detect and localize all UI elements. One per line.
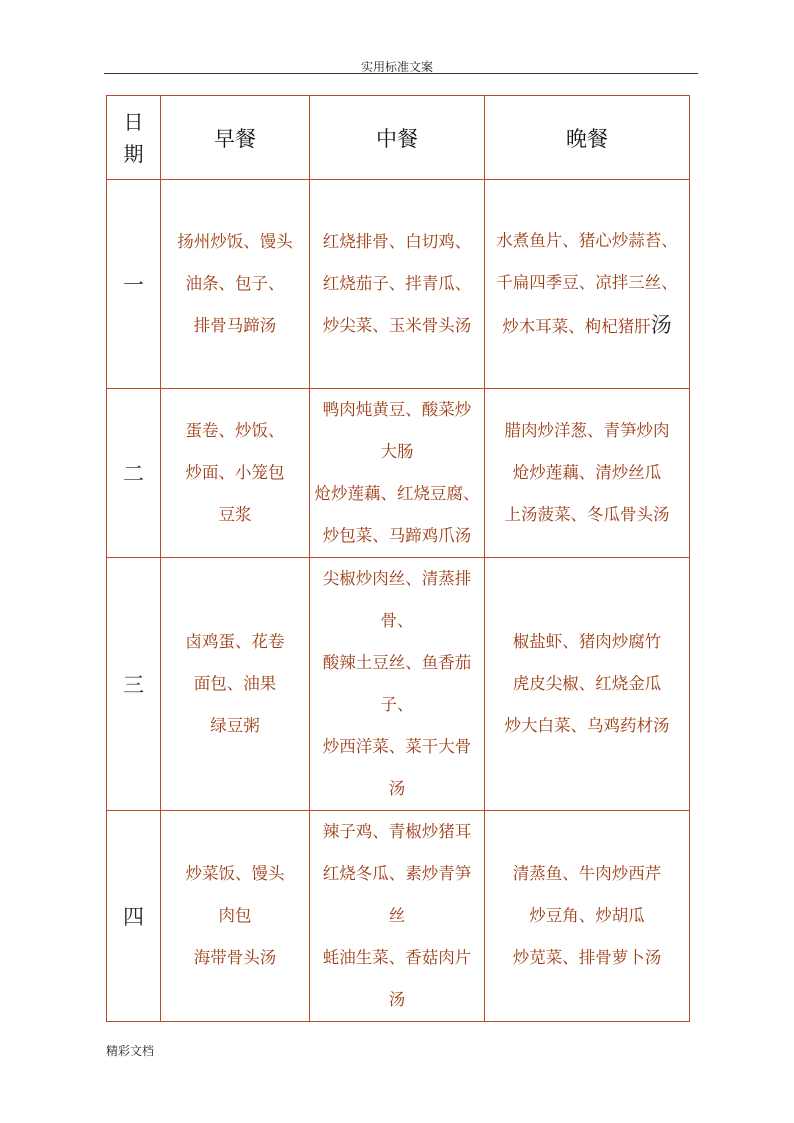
lunch-cell: 鸭肉炖黄豆、酸菜炒 大肠 炝炒莲藕、红烧豆腐、 炒包菜、马蹄鸡爪汤 xyxy=(310,389,485,558)
table-header-row xyxy=(107,96,690,180)
weekly-menu-table xyxy=(106,95,690,1022)
page-footer: 精彩文档 xyxy=(106,1044,155,1058)
table-row xyxy=(107,180,690,389)
day-column-header: 日 期 xyxy=(107,96,161,180)
day-cell: 四 xyxy=(107,811,161,1022)
lunch-cell: 尖椒炒肉丝、清蒸排 骨、 酸辣土豆丝、鱼香茄 子、 炒西洋菜、菜干大骨 汤 xyxy=(310,558,485,811)
lunch-cell: 红烧排骨、白切鸡、 红烧茄子、拌青瓜、 炒尖菜、玉米骨头汤 xyxy=(310,180,485,389)
day-cell: 三 xyxy=(107,558,161,811)
dinner-cell: 清蒸鱼、牛肉炒西芹 炒豆角、炒胡瓜 炒苋菜、排骨萝卜汤 xyxy=(485,811,690,1022)
lunch-cell: 辣子鸡、青椒炒猪耳 红烧冬瓜、素炒青笋 丝 蚝油生菜、香菇肉片 汤 xyxy=(310,811,485,1022)
page-header: 实用标准文案 xyxy=(360,60,433,74)
breakfast-cell: 扬州炒饭、馒头 油条、包子、 排骨马蹄汤 xyxy=(161,180,310,389)
day-cell: 二 xyxy=(107,389,161,558)
dinner-cell: 水煮鱼片、猪心炒蒜苔、 千扁四季豆、凉拌三丝、 炒木耳菜、枸杞猪肝汤 xyxy=(485,180,690,389)
day-cell: 一 xyxy=(107,180,161,389)
table-row xyxy=(107,811,690,1022)
dinner-column-header: 晚餐 xyxy=(485,96,690,180)
table-row xyxy=(107,389,690,558)
dinner-cell: 椒盐虾、猪肉炒腐竹 虎皮尖椒、红烧金瓜 炒大白菜、乌鸡药材汤 xyxy=(485,558,690,811)
lunch-column-header: 中餐 xyxy=(310,96,485,180)
breakfast-cell: 蛋卷、炒饭、 炒面、小笼包 豆浆 xyxy=(161,389,310,558)
dinner-cell: 腊肉炒洋葱、青笋炒肉 炝炒莲藕、清炒丝瓜 上汤菠菜、冬瓜骨头汤 xyxy=(485,389,690,558)
breakfast-cell: 卤鸡蛋、花卷 面包、油果 绿豆粥 xyxy=(161,558,310,811)
header-divider xyxy=(104,73,698,74)
table-row xyxy=(107,558,690,811)
breakfast-cell: 炒菜饭、馒头 肉包 海带骨头汤 xyxy=(161,811,310,1022)
breakfast-column-header: 早餐 xyxy=(161,96,310,180)
